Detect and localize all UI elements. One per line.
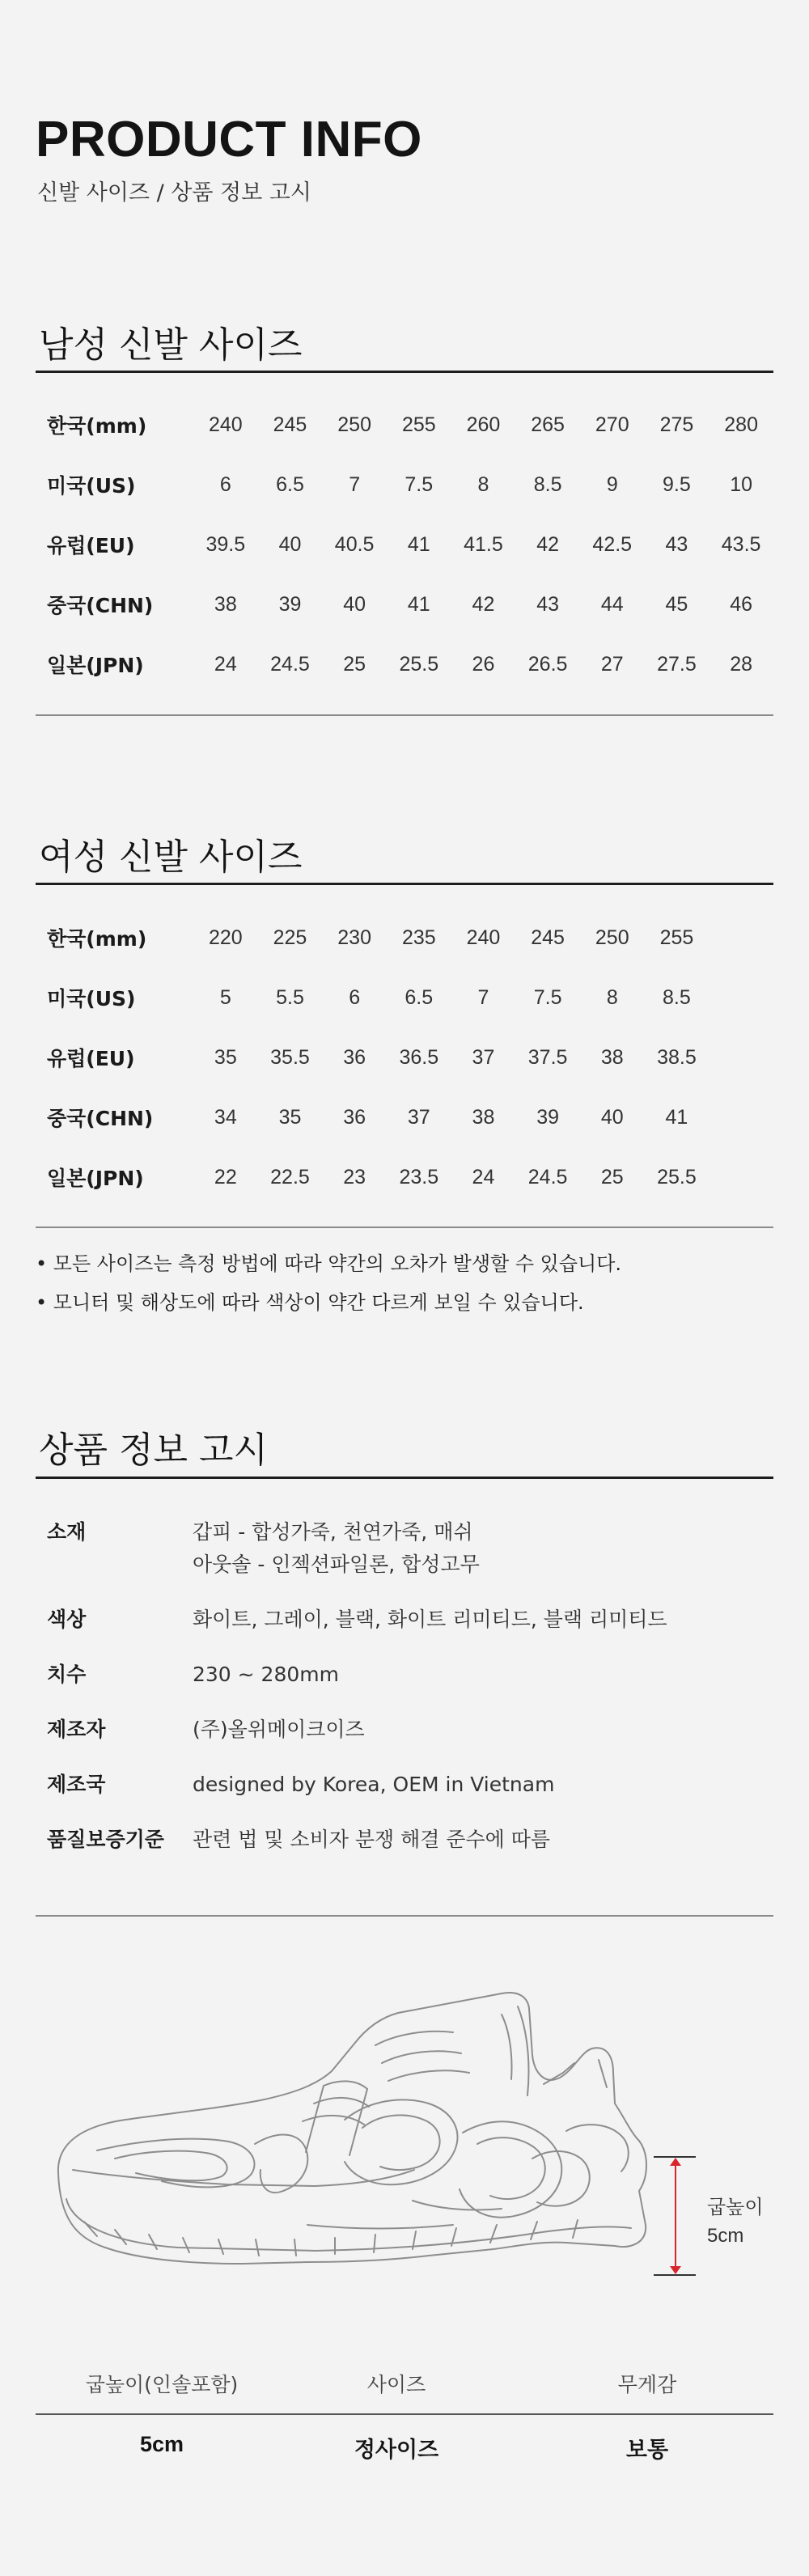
mens-size-cell: 41 (407, 532, 430, 556)
womens-size-row-label: 한국(mm) (47, 927, 147, 951)
womens-size-row-label: 중국(CHN) (47, 1107, 154, 1130)
mens-size-cell: 38 (214, 592, 237, 616)
womens-size-cell: 38 (600, 1045, 624, 1069)
mens-size-cell: 10 (730, 472, 753, 496)
info-bottom-rule (36, 1915, 773, 1917)
mens-size-cell: 26.5 (527, 652, 568, 676)
mens-size-cell: 24 (214, 652, 237, 676)
mens-size-cell: 9.5 (663, 472, 691, 496)
womens-size-cell (709, 908, 773, 968)
info-row-label: 제조자 (47, 1718, 106, 1741)
womens-size-cell: 22.5 (270, 1165, 310, 1188)
heel-bottom-line (654, 2274, 696, 2276)
womens-size-row (36, 968, 773, 1027)
womens-size-cell: 37.5 (527, 1045, 568, 1069)
mens-size-row-label: 한국(mm) (47, 414, 147, 438)
mens-size-cell: 40 (278, 532, 302, 556)
note-size-tolerance: • 모든 사이즈는 측정 방법에 따라 약간의 오차가 발생할 수 있습니다. (36, 1252, 622, 1275)
womens-size-cell: 8.5 (663, 985, 691, 1009)
mens-size-cell: 245 (273, 413, 307, 436)
spec-value-heel: 5cm (139, 2432, 184, 2456)
womens-size-cell: 25 (600, 1165, 624, 1188)
mens-size-cell: 27.5 (657, 652, 697, 676)
mens-size-cell: 25.5 (399, 652, 439, 676)
mens-size-row (36, 574, 773, 634)
info-row-value (193, 1647, 773, 1702)
info-row-value (193, 1592, 773, 1647)
mens-size-cell: 42.5 (592, 532, 633, 556)
mens-size-cell: 250 (337, 413, 371, 436)
womens-size-cell: 38.5 (657, 1045, 697, 1069)
info-row (36, 1812, 773, 1867)
note-color-variance: • 모니터 및 해상도에 따라 색상이 약간 다르게 보일 수 있습니다. (36, 1291, 584, 1314)
info-row (36, 1592, 773, 1647)
info-row-label: 치수 (47, 1663, 87, 1686)
info-table (36, 1505, 773, 1867)
mens-size-cell: 24.5 (270, 652, 310, 676)
mens-size-cell: 40.5 (334, 532, 375, 556)
womens-size-row-label: 유럽(EU) (47, 1047, 135, 1070)
mens-size-row (36, 455, 773, 515)
info-title: 상품 정보 고시 (39, 1430, 268, 1471)
info-row-label: 색상 (47, 1608, 87, 1631)
mens-size-cell: 41 (407, 592, 430, 616)
mens-size-cell: 42 (536, 532, 560, 556)
mens-size-cell: 275 (659, 413, 694, 436)
shoe-illustration (49, 1982, 760, 2306)
mens-size-row-label: 일본(JPN) (47, 654, 144, 677)
womens-size-row-label: 일본(JPN) (47, 1167, 144, 1190)
info-row (36, 1505, 773, 1592)
info-row-label: 소재 (47, 1520, 87, 1544)
spec-value-weight: 보통 (625, 2438, 669, 2463)
heel-label: 굽높이 (707, 2196, 764, 2218)
spec-divider (36, 2413, 773, 2415)
mens-size-row-label: 미국(US) (47, 474, 136, 498)
womens-size-cell (709, 1087, 773, 1147)
womens-size-cell: 245 (531, 926, 565, 949)
womens-size-cell: 38 (472, 1105, 495, 1129)
womens-title-rule (36, 883, 773, 885)
mens-size-cell: 280 (724, 413, 758, 436)
mens-size-row (36, 634, 773, 694)
mens-size-cell: 39.5 (205, 532, 246, 556)
page-subtitle: 신발 사이즈 / 상품 정보 고시 (37, 180, 311, 205)
info-row-label: 제조국 (47, 1773, 106, 1796)
womens-size-cell: 24.5 (527, 1165, 568, 1188)
mens-title-rule (36, 371, 773, 373)
womens-size-cell (709, 1147, 773, 1207)
mens-size-cell: 7 (349, 472, 361, 496)
mens-size-cell: 43 (536, 592, 560, 616)
info-value-line: (주)올위메이크이즈 (193, 1718, 365, 1741)
womens-size-cell: 250 (595, 926, 629, 949)
info-value-line: 화이트, 그레이, 블랙, 화이트 리미티드, 블랙 리미티드 (193, 1608, 667, 1631)
womens-size-cell: 35 (214, 1045, 237, 1069)
mens-size-cell: 45 (665, 592, 688, 616)
womens-bottom-rule (36, 1227, 773, 1228)
mens-size-cell: 260 (466, 413, 501, 436)
womens-size-cell: 235 (401, 926, 436, 949)
mens-size-cell: 7.5 (404, 472, 434, 496)
mens-size-row-label: 중국(CHN) (47, 594, 154, 617)
mens-size-cell: 9 (606, 472, 618, 496)
mens-size-cell: 8.5 (533, 472, 562, 496)
spec-header-size: 사이즈 (366, 2373, 426, 2396)
mens-size-cell: 46 (730, 592, 753, 616)
womens-size-cell: 37 (407, 1105, 430, 1129)
womens-size-cell: 5.5 (276, 985, 304, 1009)
spec-header-weight: 무게감 (617, 2373, 677, 2396)
womens-size-cell: 36 (343, 1105, 366, 1129)
page-title: PRODUCT INFO (36, 112, 422, 167)
womens-size-cell: 220 (208, 926, 243, 949)
mens-size-cell: 255 (401, 413, 436, 436)
info-row (36, 1757, 773, 1812)
heel-value: 5cm (707, 2225, 744, 2247)
info-value-line: 갑피 - 합성가죽, 천연가죽, 매쉬 (193, 1520, 473, 1544)
info-row-value (193, 1812, 773, 1867)
womens-size-title: 여성 신발 사이즈 (39, 837, 303, 878)
info-row (36, 1647, 773, 1702)
info-value-line: 아웃솔 - 인젝션파일론, 합성고무 (193, 1553, 480, 1576)
mens-size-row (36, 395, 773, 455)
womens-size-cell: 41 (665, 1105, 688, 1129)
womens-size-cell: 7.5 (533, 985, 562, 1009)
womens-size-cell: 40 (600, 1105, 624, 1129)
mens-size-cell: 39 (278, 592, 302, 616)
womens-size-cell: 22 (214, 1165, 237, 1188)
womens-size-cell: 255 (659, 926, 694, 949)
womens-size-row (36, 1087, 773, 1147)
mens-size-table (36, 395, 773, 694)
info-row-value (193, 1757, 773, 1812)
womens-size-cell: 39 (536, 1105, 560, 1129)
mens-size-cell: 28 (730, 652, 753, 676)
info-row-label: 품질보증기준 (47, 1828, 164, 1851)
info-value-line: 관련 법 및 소비자 분쟁 해결 준수에 따름 (193, 1828, 551, 1851)
mens-size-cell: 8 (477, 472, 489, 496)
mens-size-cell: 41.5 (464, 532, 503, 556)
info-row-value (193, 1505, 773, 1592)
womens-size-row (36, 1147, 773, 1207)
mens-size-cell: 43 (665, 532, 688, 556)
info-value-line: designed by Korea, OEM in Vietnam (193, 1773, 555, 1796)
womens-size-cell: 36.5 (399, 1045, 439, 1069)
heel-arrow-down-icon (670, 2266, 681, 2274)
heel-arrow-up-icon (670, 2158, 681, 2166)
mens-size-cell: 265 (531, 413, 565, 436)
mens-size-row-label: 유럽(EU) (47, 534, 135, 557)
womens-size-cell: 8 (606, 985, 618, 1009)
mens-size-cell: 6 (219, 472, 231, 496)
womens-size-cell (709, 1027, 773, 1087)
info-title-rule (36, 1477, 773, 1479)
womens-size-cell: 5 (219, 985, 231, 1009)
womens-size-cell (709, 968, 773, 1027)
womens-size-row (36, 908, 773, 968)
spec-header-heel: 굽높이(인솔포함) (85, 2373, 239, 2396)
womens-size-cell: 7 (477, 985, 489, 1009)
mens-size-cell: 27 (600, 652, 624, 676)
womens-size-row (36, 1027, 773, 1087)
womens-size-cell: 23.5 (399, 1165, 439, 1188)
info-row (36, 1702, 773, 1757)
womens-size-cell: 36 (343, 1045, 366, 1069)
womens-size-cell: 6 (349, 985, 361, 1009)
mens-size-cell: 42 (472, 592, 495, 616)
heel-arrow-icon (675, 2162, 676, 2270)
womens-size-cell: 37 (472, 1045, 495, 1069)
womens-size-cell: 24 (472, 1165, 495, 1188)
mens-size-cell: 43.5 (721, 532, 761, 556)
womens-size-cell: 23 (343, 1165, 366, 1188)
womens-size-cell: 34 (214, 1105, 237, 1129)
womens-size-cell: 35.5 (270, 1045, 310, 1069)
womens-size-cell: 230 (337, 926, 371, 949)
mens-size-cell: 240 (208, 413, 243, 436)
womens-size-row-label: 미국(US) (47, 987, 136, 1010)
womens-size-table (36, 908, 773, 1207)
info-value-line: 230 ~ 280mm (193, 1663, 339, 1686)
womens-size-cell: 6.5 (404, 985, 434, 1009)
spec-value-size: 정사이즈 (354, 2438, 439, 2463)
mens-bottom-rule (36, 714, 773, 716)
mens-size-cell: 270 (595, 413, 629, 436)
mens-size-cell: 26 (472, 652, 495, 676)
womens-size-cell: 25.5 (657, 1165, 697, 1188)
mens-size-cell: 40 (343, 592, 366, 616)
womens-size-cell: 35 (278, 1105, 302, 1129)
mens-size-cell: 25 (343, 652, 366, 676)
mens-size-cell: 6.5 (276, 472, 304, 496)
mens-size-row (36, 515, 773, 574)
mens-size-cell: 44 (600, 592, 624, 616)
mens-size-title: 남성 신발 사이즈 (39, 324, 303, 366)
info-row-value (193, 1702, 773, 1757)
womens-size-cell: 225 (273, 926, 307, 949)
womens-size-cell: 240 (466, 926, 501, 949)
